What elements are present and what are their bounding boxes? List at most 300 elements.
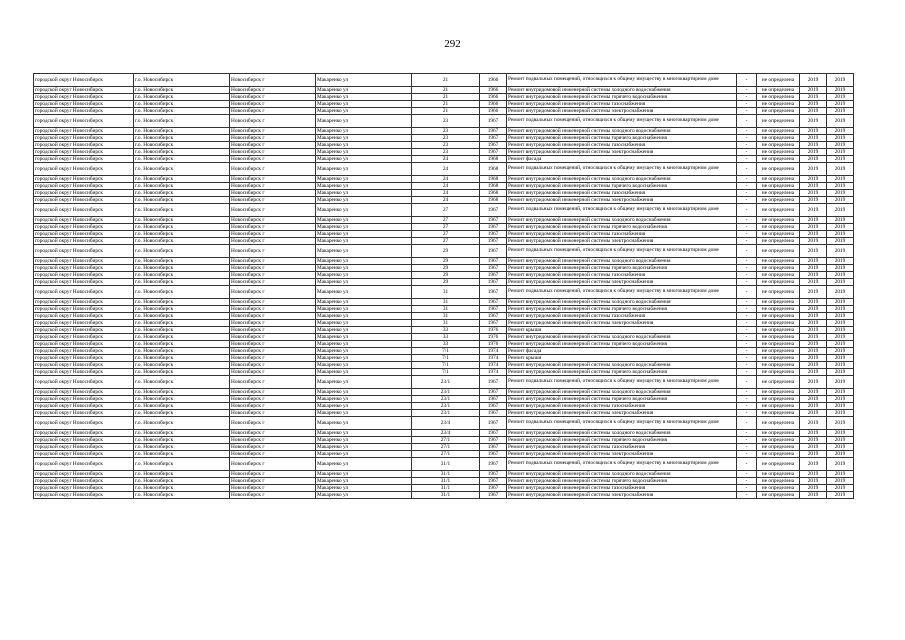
work-type-cell: Ремонт фасада bbox=[507, 348, 737, 355]
house-number-cell: 21 bbox=[412, 108, 480, 115]
street-cell: Макаренко ул bbox=[316, 128, 412, 135]
build-year-cell: 1968 bbox=[480, 156, 507, 163]
settlement-cell: г.о. Новосибирск bbox=[134, 204, 230, 217]
city-cell: Новосибирск г bbox=[230, 451, 316, 458]
contractor-cell: не определена bbox=[757, 149, 800, 156]
settlement-cell: г.о. Новосибирск bbox=[134, 355, 230, 362]
table-row bbox=[34, 396, 854, 403]
end-year-cell: 2019 bbox=[827, 430, 854, 437]
city-cell: Новосибирск г bbox=[230, 444, 316, 451]
municipality-cell: городской округ Новосибирск bbox=[34, 176, 134, 183]
work-type-cell: Ремонт крыши bbox=[507, 355, 737, 362]
house-number-cell: 7/1 bbox=[412, 369, 480, 376]
start-year-cell: 2019 bbox=[800, 217, 827, 224]
work-type-cell: Ремонт внутридомовой инженерной системы газоснабжения bbox=[507, 142, 737, 149]
city-cell: Новосибирск г bbox=[230, 478, 316, 485]
settlement-cell: г.о. Новосибирск bbox=[134, 74, 230, 87]
work-type-cell: Ремонт крыши bbox=[507, 327, 737, 334]
build-year-cell: 1974 bbox=[480, 369, 507, 376]
city-cell: Новосибирск г bbox=[230, 410, 316, 417]
table-row bbox=[34, 87, 854, 94]
work-type-cell: Ремонт внутридомовой инженерной системы холодного водоснабжения bbox=[507, 176, 737, 183]
start-year-cell: 2019 bbox=[800, 135, 827, 142]
start-year-cell: 2019 bbox=[800, 430, 827, 437]
contractor-cell: не определена bbox=[757, 403, 800, 410]
contractor-cell: не определена bbox=[757, 279, 800, 286]
house-number-cell: 31 bbox=[412, 299, 480, 306]
work-type-cell: Ремонт внутридомовой инженерной системы электроснабжения bbox=[507, 149, 737, 156]
municipality-cell: городской округ Новосибирск bbox=[34, 94, 134, 101]
house-number-cell: 27/1 bbox=[412, 437, 480, 444]
settlement-cell: г.о. Новосибирск bbox=[134, 156, 230, 163]
contractor-cell: не определена bbox=[757, 286, 800, 299]
street-cell: Макаренко ул bbox=[316, 163, 412, 176]
settlement-cell: г.о. Новосибирск bbox=[134, 142, 230, 149]
cost-cell: - bbox=[737, 471, 757, 478]
end-year-cell: 2019 bbox=[827, 334, 854, 341]
city-cell: Новосибирск г bbox=[230, 142, 316, 149]
start-year-cell: 2019 bbox=[800, 204, 827, 217]
work-type-cell: Ремонт внутридомовой инженерной системы холодного водоснабжения bbox=[507, 87, 737, 94]
end-year-cell: 2019 bbox=[827, 313, 854, 320]
end-year-cell: 2019 bbox=[827, 417, 854, 430]
house-number-cell: 24 bbox=[412, 197, 480, 204]
city-cell: Новосибирск г bbox=[230, 299, 316, 306]
end-year-cell: 2019 bbox=[827, 245, 854, 258]
street-cell: Макаренко ул bbox=[316, 451, 412, 458]
start-year-cell: 2019 bbox=[800, 279, 827, 286]
start-year-cell: 2019 bbox=[800, 74, 827, 87]
house-number-cell: 7/1 bbox=[412, 362, 480, 369]
end-year-cell: 2019 bbox=[827, 355, 854, 362]
table-row bbox=[34, 389, 854, 396]
cost-cell: - bbox=[737, 190, 757, 197]
end-year-cell: 2019 bbox=[827, 376, 854, 389]
settlement-cell: г.о. Новосибирск bbox=[134, 272, 230, 279]
contractor-cell: не определена bbox=[757, 128, 800, 135]
municipality-cell: городской округ Новосибирск bbox=[34, 149, 134, 156]
contractor-cell: не определена bbox=[757, 410, 800, 417]
start-year-cell: 2019 bbox=[800, 417, 827, 430]
cost-cell: - bbox=[737, 334, 757, 341]
city-cell: Новосибирск г bbox=[230, 341, 316, 348]
city-cell: Новосибирск г bbox=[230, 101, 316, 108]
table-row bbox=[34, 74, 854, 87]
city-cell: Новосибирск г bbox=[230, 190, 316, 197]
cost-cell: - bbox=[737, 231, 757, 238]
end-year-cell: 2019 bbox=[827, 204, 854, 217]
municipality-cell: городской округ Новосибирск bbox=[34, 115, 134, 128]
work-type-cell: Ремонт внутридомовой инженерной системы холодного водоснабжения bbox=[507, 389, 737, 396]
municipality-cell: городской округ Новосибирск bbox=[34, 320, 134, 327]
municipality-cell: городской округ Новосибирск bbox=[34, 355, 134, 362]
build-year-cell: 1967 bbox=[480, 478, 507, 485]
street-cell: Макаренко ул bbox=[316, 224, 412, 231]
work-type-cell: Ремонт внутридомовой инженерной системы электроснабжения bbox=[507, 410, 737, 417]
build-year-cell: 1967 bbox=[480, 430, 507, 437]
street-cell: Макаренко ул bbox=[316, 376, 412, 389]
house-number-cell: 7/1 bbox=[412, 348, 480, 355]
municipality-cell: городской округ Новосибирск bbox=[34, 327, 134, 334]
street-cell: Макаренко ул bbox=[316, 458, 412, 471]
street-cell: Макаренко ул bbox=[316, 197, 412, 204]
city-cell: Новосибирск г bbox=[230, 115, 316, 128]
start-year-cell: 2019 bbox=[800, 334, 827, 341]
build-year-cell: 1967 bbox=[480, 238, 507, 245]
table-row bbox=[34, 197, 854, 204]
house-number-cell: 27 bbox=[412, 204, 480, 217]
build-year-cell: 1967 bbox=[480, 142, 507, 149]
start-year-cell: 2019 bbox=[800, 306, 827, 313]
end-year-cell: 2019 bbox=[827, 437, 854, 444]
municipality-cell: городской округ Новосибирск bbox=[34, 224, 134, 231]
house-number-cell: 29 bbox=[412, 245, 480, 258]
settlement-cell: г.о. Новосибирск bbox=[134, 320, 230, 327]
municipality-cell: городской округ Новосибирск bbox=[34, 128, 134, 135]
cost-cell: - bbox=[737, 265, 757, 272]
build-year-cell: 1967 bbox=[480, 286, 507, 299]
table-row bbox=[34, 376, 854, 389]
build-year-cell: 1967 bbox=[480, 437, 507, 444]
settlement-cell: г.о. Новосибирск bbox=[134, 197, 230, 204]
table-row bbox=[34, 306, 854, 313]
table-row bbox=[34, 327, 854, 334]
table-row bbox=[34, 190, 854, 197]
city-cell: Новосибирск г bbox=[230, 183, 316, 190]
settlement-cell: г.о. Новосибирск bbox=[134, 471, 230, 478]
contractor-cell: не определена bbox=[757, 238, 800, 245]
city-cell: Новосибирск г bbox=[230, 430, 316, 437]
work-type-cell: Ремонт подвальных помещений, относящихся к общему имуществу в многоквартирном доме bbox=[507, 115, 737, 128]
end-year-cell: 2019 bbox=[827, 176, 854, 183]
settlement-cell: г.о. Новосибирск bbox=[134, 458, 230, 471]
city-cell: Новосибирск г bbox=[230, 320, 316, 327]
end-year-cell: 2019 bbox=[827, 362, 854, 369]
cost-cell: - bbox=[737, 444, 757, 451]
house-number-cell: 31 bbox=[412, 313, 480, 320]
cost-cell: - bbox=[737, 163, 757, 176]
settlement-cell: г.о. Новосибирск bbox=[134, 258, 230, 265]
end-year-cell: 2019 bbox=[827, 458, 854, 471]
city-cell: Новосибирск г bbox=[230, 437, 316, 444]
street-cell: Макаренко ул bbox=[316, 108, 412, 115]
work-type-cell: Ремонт внутридомовой инженерной системы горячего водоснабжения bbox=[507, 183, 737, 190]
city-cell: Новосибирск г bbox=[230, 348, 316, 355]
settlement-cell: г.о. Новосибирск bbox=[134, 492, 230, 499]
work-type-cell: Ремонт подвальных помещений, относящихся к общему имуществу в многоквартирном доме bbox=[507, 376, 737, 389]
end-year-cell: 2019 bbox=[827, 444, 854, 451]
city-cell: Новосибирск г bbox=[230, 197, 316, 204]
municipality-cell: городской округ Новосибирск bbox=[34, 190, 134, 197]
municipality-cell: городской округ Новосибирск bbox=[34, 417, 134, 430]
work-type-cell: Ремонт внутридомовой инженерной системы электроснабжения bbox=[507, 108, 737, 115]
start-year-cell: 2019 bbox=[800, 115, 827, 128]
settlement-cell: г.о. Новосибирск bbox=[134, 135, 230, 142]
municipality-cell: городской округ Новосибирск bbox=[34, 376, 134, 389]
build-year-cell: 1966 bbox=[480, 94, 507, 101]
table-row bbox=[34, 437, 854, 444]
settlement-cell: г.о. Новосибирск bbox=[134, 341, 230, 348]
house-number-cell: 33 bbox=[412, 327, 480, 334]
cost-cell: - bbox=[737, 87, 757, 94]
start-year-cell: 2019 bbox=[800, 149, 827, 156]
contractor-cell: не определена bbox=[757, 94, 800, 101]
municipality-cell: городской округ Новосибирск bbox=[34, 238, 134, 245]
cost-cell: - bbox=[737, 258, 757, 265]
settlement-cell: г.о. Новосибирск bbox=[134, 224, 230, 231]
street-cell: Макаренко ул bbox=[316, 417, 412, 430]
street-cell: Макаренко ул bbox=[316, 306, 412, 313]
house-number-cell: 31/1 bbox=[412, 458, 480, 471]
street-cell: Макаренко ул bbox=[316, 286, 412, 299]
settlement-cell: г.о. Новосибирск bbox=[134, 245, 230, 258]
city-cell: Новосибирск г bbox=[230, 369, 316, 376]
end-year-cell: 2019 bbox=[827, 135, 854, 142]
table-row bbox=[34, 238, 854, 245]
city-cell: Новосибирск г bbox=[230, 403, 316, 410]
settlement-cell: г.о. Новосибирск bbox=[134, 362, 230, 369]
contractor-cell: не определена bbox=[757, 341, 800, 348]
house-number-cell: 27 bbox=[412, 217, 480, 224]
cost-cell: - bbox=[737, 224, 757, 231]
settlement-cell: г.о. Новосибирск bbox=[134, 313, 230, 320]
city-cell: Новосибирск г bbox=[230, 176, 316, 183]
street-cell: Макаренко ул bbox=[316, 265, 412, 272]
build-year-cell: 1967 bbox=[480, 396, 507, 403]
build-year-cell: 1967 bbox=[480, 444, 507, 451]
contractor-cell: не определена bbox=[757, 389, 800, 396]
city-cell: Новосибирск г bbox=[230, 245, 316, 258]
start-year-cell: 2019 bbox=[800, 142, 827, 149]
house-number-cell: 23 bbox=[412, 135, 480, 142]
work-type-cell: Ремонт внутридомовой инженерной системы газоснабжения bbox=[507, 190, 737, 197]
end-year-cell: 2019 bbox=[827, 108, 854, 115]
work-type-cell: Ремонт внутридомовой инженерной системы горячего водоснабжения bbox=[507, 341, 737, 348]
settlement-cell: г.о. Новосибирск bbox=[134, 94, 230, 101]
contractor-cell: не определена bbox=[757, 74, 800, 87]
city-cell: Новосибирск г bbox=[230, 231, 316, 238]
settlement-cell: г.о. Новосибирск bbox=[134, 430, 230, 437]
contractor-cell: не определена bbox=[757, 204, 800, 217]
start-year-cell: 2019 bbox=[800, 458, 827, 471]
city-cell: Новосибирск г bbox=[230, 87, 316, 94]
contractor-cell: не определена bbox=[757, 190, 800, 197]
table-row bbox=[34, 135, 854, 142]
settlement-cell: г.о. Новосибирск bbox=[134, 108, 230, 115]
build-year-cell: 1974 bbox=[480, 362, 507, 369]
end-year-cell: 2019 bbox=[827, 286, 854, 299]
table-row bbox=[34, 355, 854, 362]
cost-cell: - bbox=[737, 369, 757, 376]
city-cell: Новосибирск г bbox=[230, 313, 316, 320]
build-year-cell: 1967 bbox=[480, 389, 507, 396]
city-cell: Новосибирск г bbox=[230, 396, 316, 403]
cost-cell: - bbox=[737, 217, 757, 224]
municipality-cell: городской округ Новосибирск bbox=[34, 163, 134, 176]
work-type-cell: Ремонт внутридомовой инженерной системы электроснабжения bbox=[507, 238, 737, 245]
contractor-cell: не определена bbox=[757, 197, 800, 204]
start-year-cell: 2019 bbox=[800, 444, 827, 451]
municipality-cell: городской округ Новосибирск bbox=[34, 265, 134, 272]
table-row bbox=[34, 156, 854, 163]
house-number-cell: 23 bbox=[412, 142, 480, 149]
settlement-cell: г.о. Новосибирск bbox=[134, 485, 230, 492]
house-number-cell: 33 bbox=[412, 334, 480, 341]
cost-cell: - bbox=[737, 341, 757, 348]
work-type-cell: Ремонт внутридомовой инженерной системы холодного водоснабжения bbox=[507, 430, 737, 437]
house-number-cell: 24 bbox=[412, 176, 480, 183]
municipality-cell: городской округ Новосибирск bbox=[34, 362, 134, 369]
build-year-cell: 1974 bbox=[480, 348, 507, 355]
work-type-cell: Ремонт подвальных помещений, относящихся к общему имуществу в многоквартирном доме bbox=[507, 286, 737, 299]
work-type-cell: Ремонт внутридомовой инженерной системы газоснабжения bbox=[507, 272, 737, 279]
city-cell: Новосибирск г bbox=[230, 362, 316, 369]
build-year-cell: 1967 bbox=[480, 231, 507, 238]
build-year-cell: 1967 bbox=[480, 299, 507, 306]
start-year-cell: 2019 bbox=[800, 101, 827, 108]
end-year-cell: 2019 bbox=[827, 231, 854, 238]
street-cell: Макаренко ул bbox=[316, 176, 412, 183]
street-cell: Макаренко ул bbox=[316, 389, 412, 396]
municipality-cell: городской округ Новосибирск bbox=[34, 258, 134, 265]
city-cell: Новосибирск г bbox=[230, 279, 316, 286]
end-year-cell: 2019 bbox=[827, 156, 854, 163]
municipality-cell: городской округ Новосибирск bbox=[34, 334, 134, 341]
city-cell: Новосибирск г bbox=[230, 224, 316, 231]
start-year-cell: 2019 bbox=[800, 492, 827, 499]
city-cell: Новосибирск г bbox=[230, 149, 316, 156]
table-row bbox=[34, 142, 854, 149]
city-cell: Новосибирск г bbox=[230, 258, 316, 265]
street-cell: Макаренко ул bbox=[316, 437, 412, 444]
work-type-cell: Ремонт внутридомовой инженерной системы холодного водоснабжения bbox=[507, 362, 737, 369]
street-cell: Макаренко ул bbox=[316, 101, 412, 108]
contractor-cell: не определена bbox=[757, 437, 800, 444]
cost-cell: - bbox=[737, 362, 757, 369]
table-row bbox=[34, 204, 854, 217]
contractor-cell: не определена bbox=[757, 183, 800, 190]
build-year-cell: 1967 bbox=[480, 313, 507, 320]
city-cell: Новосибирск г bbox=[230, 485, 316, 492]
table-row bbox=[34, 451, 854, 458]
contractor-cell: не определена bbox=[757, 217, 800, 224]
work-type-cell: Ремонт внутридомовой инженерной системы газоснабжения bbox=[507, 101, 737, 108]
house-number-cell: 29 bbox=[412, 279, 480, 286]
end-year-cell: 2019 bbox=[827, 197, 854, 204]
table-row bbox=[34, 313, 854, 320]
end-year-cell: 2019 bbox=[827, 485, 854, 492]
municipality-cell: городской округ Новосибирск bbox=[34, 437, 134, 444]
settlement-cell: г.о. Новосибирск bbox=[134, 217, 230, 224]
house-number-cell: 23/1 bbox=[412, 396, 480, 403]
municipality-cell: городской округ Новосибирск bbox=[34, 87, 134, 94]
municipality-cell: городской округ Новосибирск bbox=[34, 108, 134, 115]
end-year-cell: 2019 bbox=[827, 320, 854, 327]
settlement-cell: г.о. Новосибирск bbox=[134, 376, 230, 389]
street-cell: Макаренко ул bbox=[316, 149, 412, 156]
work-type-cell: Ремонт внутридомовой инженерной системы электроснабжения bbox=[507, 492, 737, 499]
build-year-cell: 1967 bbox=[480, 417, 507, 430]
settlement-cell: г.о. Новосибирск bbox=[134, 176, 230, 183]
municipality-cell: городской округ Новосибирск bbox=[34, 156, 134, 163]
house-number-cell: 29 bbox=[412, 265, 480, 272]
work-type-cell: Ремонт внутридомовой инженерной системы газоснабжения bbox=[507, 444, 737, 451]
house-number-cell: 31 bbox=[412, 320, 480, 327]
street-cell: Макаренко ул bbox=[316, 396, 412, 403]
house-number-cell: 31 bbox=[412, 306, 480, 313]
municipality-cell: городской округ Новосибирск bbox=[34, 492, 134, 499]
cost-cell: - bbox=[737, 396, 757, 403]
end-year-cell: 2019 bbox=[827, 74, 854, 87]
house-number-cell: 23/1 bbox=[412, 410, 480, 417]
contractor-cell: не определена bbox=[757, 108, 800, 115]
work-type-cell: Ремонт внутридомовой инженерной системы горячего водоснабжения bbox=[507, 369, 737, 376]
start-year-cell: 2019 bbox=[800, 176, 827, 183]
end-year-cell: 2019 bbox=[827, 341, 854, 348]
street-cell: Макаренко ул bbox=[316, 156, 412, 163]
contractor-cell: не определена bbox=[757, 471, 800, 478]
cost-cell: - bbox=[737, 389, 757, 396]
end-year-cell: 2019 bbox=[827, 190, 854, 197]
municipality-cell: городской округ Новосибирск bbox=[34, 183, 134, 190]
city-cell: Новосибирск г bbox=[230, 286, 316, 299]
build-year-cell: 1966 bbox=[480, 101, 507, 108]
city-cell: Новосибирск г bbox=[230, 128, 316, 135]
settlement-cell: г.о. Новосибирск bbox=[134, 437, 230, 444]
end-year-cell: 2019 bbox=[827, 149, 854, 156]
work-type-cell: Ремонт внутридомовой инженерной системы газоснабжения bbox=[507, 313, 737, 320]
build-year-cell: 1967 bbox=[480, 306, 507, 313]
table-row bbox=[34, 471, 854, 478]
municipality-cell: городской округ Новосибирск bbox=[34, 430, 134, 437]
start-year-cell: 2019 bbox=[800, 485, 827, 492]
contractor-cell: не определена bbox=[757, 417, 800, 430]
street-cell: Макаренко ул bbox=[316, 430, 412, 437]
work-type-cell: Ремонт внутридомовой инженерной системы горячего водоснабжения bbox=[507, 135, 737, 142]
end-year-cell: 2019 bbox=[827, 87, 854, 94]
build-year-cell: 1967 bbox=[480, 265, 507, 272]
street-cell: Макаренко ул bbox=[316, 313, 412, 320]
street-cell: Макаренко ул bbox=[316, 245, 412, 258]
house-number-cell: 31/1 bbox=[412, 478, 480, 485]
work-type-cell: Ремонт внутридомовой инженерной системы электроснабжения bbox=[507, 279, 737, 286]
contractor-cell: не определена bbox=[757, 306, 800, 313]
end-year-cell: 2019 bbox=[827, 279, 854, 286]
city-cell: Новосибирск г bbox=[230, 217, 316, 224]
street-cell: Макаренко ул bbox=[316, 142, 412, 149]
cost-cell: - bbox=[737, 94, 757, 101]
work-type-cell: Ремонт подвальных помещений, относящихся к общему имуществу в многоквартирном доме bbox=[507, 417, 737, 430]
contractor-cell: не определена bbox=[757, 334, 800, 341]
build-year-cell: 1967 bbox=[480, 217, 507, 224]
settlement-cell: г.о. Новосибирск bbox=[134, 417, 230, 430]
contractor-cell: не определена bbox=[757, 458, 800, 471]
municipality-cell: городской округ Новосибирск bbox=[34, 245, 134, 258]
street-cell: Макаренко ул bbox=[316, 74, 412, 87]
table-row bbox=[34, 279, 854, 286]
street-cell: Макаренко ул bbox=[316, 190, 412, 197]
street-cell: Макаренко ул bbox=[316, 94, 412, 101]
end-year-cell: 2019 bbox=[827, 348, 854, 355]
build-year-cell: 1967 bbox=[480, 279, 507, 286]
cost-cell: - bbox=[737, 279, 757, 286]
build-year-cell: 1967 bbox=[480, 245, 507, 258]
cost-cell: - bbox=[737, 74, 757, 87]
start-year-cell: 2019 bbox=[800, 341, 827, 348]
city-cell: Новосибирск г bbox=[230, 265, 316, 272]
table-row bbox=[34, 163, 854, 176]
municipality-cell: городской округ Новосибирск bbox=[34, 471, 134, 478]
